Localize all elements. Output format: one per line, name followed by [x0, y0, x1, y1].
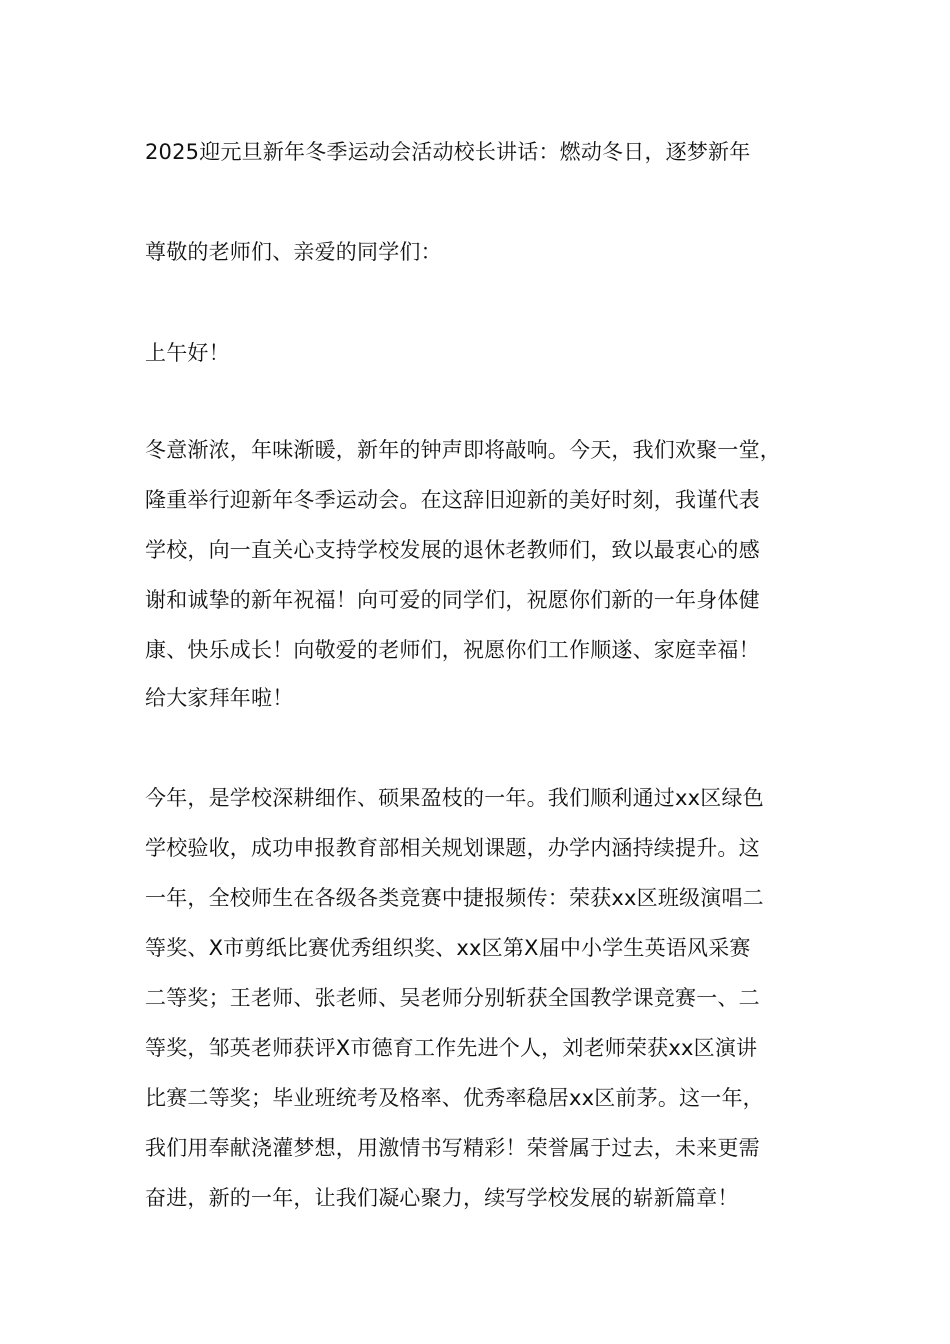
paragraph-line: 冬意渐浓，年味渐暖，新年的钟声即将敲响。今天，我们欢聚一堂， — [145, 438, 781, 462]
paragraph-line: 我们用奉献浇灌梦想，用激情书写精彩！荣誉属于过去，未来更需 — [145, 1136, 760, 1160]
paragraph-line: 学校，向一直关心支持学校发展的退休老教师们，致以最衷心的感 — [145, 538, 760, 562]
paragraph-line: 等奖，邹英老师获评X市德育工作先进个人，刘老师荣获xx区演讲 — [145, 1036, 758, 1060]
paragraph-line: 隆重举行迎新年冬季运动会。在这辞旧迎新的美好时刻，我谨代表 — [145, 488, 760, 512]
paragraph-line: 一年，全校师生在各级各类竞赛中捷报频传：荣获xx区班级演唱二 — [145, 886, 764, 910]
paragraph-line: 今年，是学校深耕细作、硕果盈枝的一年。我们顺利通过xx区绿色 — [145, 786, 764, 810]
paragraph-line: 等奖、X市剪纸比赛优秀组织奖、xx区第X届中小学生英语风采赛 — [145, 936, 751, 960]
paragraph-line: 比赛二等奖；毕业班统考及格率、优秀率稳居xx区前茅。这一年， — [145, 1086, 764, 1110]
paragraph-line: 学校验收，成功申报教育部相关规划课题，办学内涵持续提升。这 — [145, 836, 760, 860]
paragraph-line: 康、快乐成长！向敬爱的老师们，祝愿你们工作顺遂、家庭幸福！ — [145, 638, 760, 662]
paragraph-line: 谢和诚挚的新年祝福！向可爱的同学们，祝愿你们新的一年身体健 — [145, 588, 760, 612]
document-title: 2025迎元旦新年冬季运动会活动校长讲话：燃动冬日，逐梦新年 — [145, 140, 751, 164]
paragraph-line: 奋进，新的一年，让我们凝心聚力，续写学校发展的崭新篇章！ — [145, 1186, 739, 1210]
salutation: 尊敬的老师们、亲爱的同学们： — [145, 240, 442, 264]
paragraph-line: 给大家拜年啦！ — [145, 686, 294, 710]
paragraph-line: 二等奖；王老师、张老师、吴老师分别斩获全国教学课竞赛一、二 — [145, 986, 760, 1010]
greeting: 上午好！ — [145, 341, 230, 365]
